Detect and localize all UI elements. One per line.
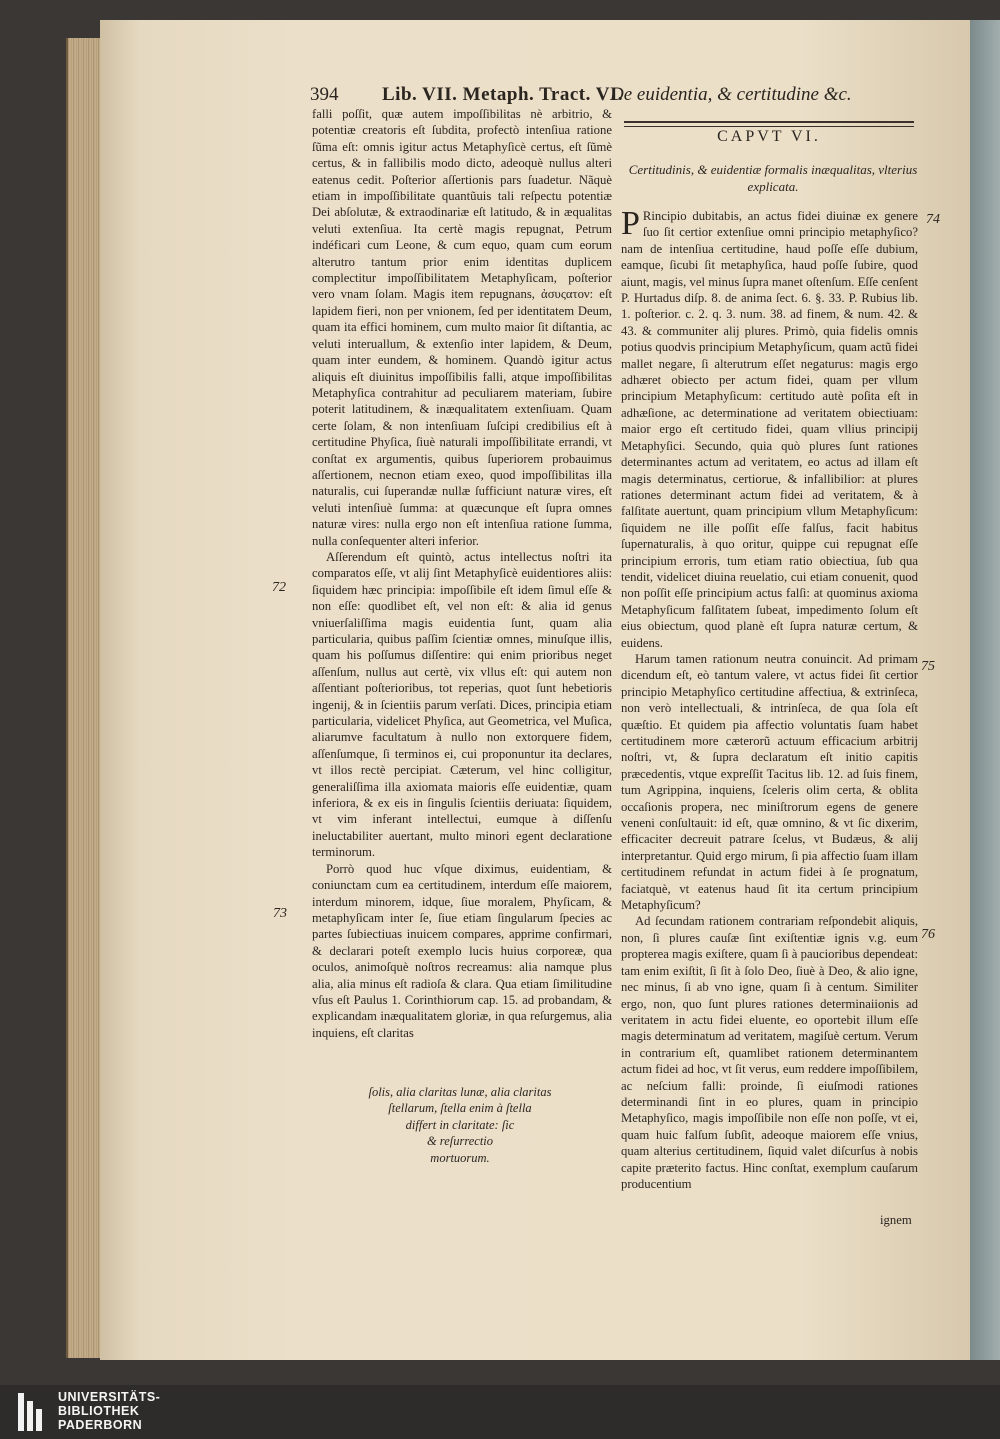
library-footer (0, 1385, 1000, 1439)
chapter-heading: CAPVT VI. (717, 128, 821, 145)
paragraph: Harum tamen rationum neutra conuincit. Ad primam dicendum eſt, eò tantum valere, vt actus fidei ſit certior principio Metaphyſico certitudine affectiua, & extrinſeca, non verò intellectuali, & intrinſeca, de qua ſola eſt quæſtio. Et quidem pia affectio voluntatis ſuam habet certitudinem more cæterorũ actuum efficacium arbitrij noſtri, vt, & ſupra declaratum eſt initio capitis præcedentis, vtque expreſſit Tacitus lib. 12. ad ſuis finem, tum Agrippina, inquiens, ſceleris olim certa, & oblita occaſionis propera, nec miniſtrorum egens de genere veneni conſultauit: id eſt, quæ omnino, & vt ſic dixerim, efficaciter decreuit patrare ſcelus, vt Budæus, & alij interpretantur. Quid ergo mirum, ſi pia affectio ſuam illam certitudinem refundat in actum fidei à ſe prognatum, faciatquè, vt eatenus haud ſit ita certum principium Metaphyſicum? (621, 651, 918, 913)
paragraph-text: Rincipio dubitabis, an actus fidei diuinæ ex genere ſuo ſit certior extenſiue omni principio metaphyſico? nam de intenſiua certitudine, haud poſſe eſſe dubium, eamque, ſicubi ſit metaphyſica, haud poſſe ſubire, quod aiunt, magis, vel minus ſupra manet oſtenſum. Eſſe cenſent P. Hurtadus diſp. 8. de anima ſect. 6. §. 33. P. Rubius lib. 1. poſterior. c. 2. q. 3. num. 38. ad finem, & num. 42. & 43. & communiter alij plures. Primò, quia fidelis omnis potius quodvis principium Metaphyſicum, quam actũ fidei mallet negare, ſi alterutrum eſſet negaturus: magis ergo adhæret obiecto per actum fidei, quam per vllum principium Metaphyſicum: certitudo autè poſita eſt in adhæſione, ac determinatione ad veritatem obiectiuam: maior ergo eſt certitudo fidei, quam vllius principij Metaphyſici. Secundo, quia quò plures ſunt rationes determinantes actum ad veritatem, eo actus ad illam eſt magis determinatus, certiorue, & infallibilior: at plures rationes determinant actum fidei ad veritatem, & à falſitate auertunt, quam principium vllum Metaphyſicum: ſiquidem ne ille poſſit eſſe falſus, facit habitus ſupernaturalis, à quo oritur, quippe cui repugnat eſſe principium erroris, tum etiam ratio obiectiua, ſub qua tendit, videlicet diuina reuelatio, cui etiam conuenit, quod non poſſit eſſe principium actus falſi: at quominus axioma Metaphyſicum falſitatem ſubeat, impedimento ſolum eſt eius obiectum, quod planè eſt ſupra naturæ certum, & euidens. (621, 209, 918, 650)
paragraph: Aſſerendum eſt quintò, actus intellectus noſtri ita comparatos eſſe, vt alij ſint Metaphyſicè euidentiores aliis: ſiquidem hæc principia: impoſſibile eſt idem ſimul eſſe & non eſſe: quodlibet eſt, vel non eſt: & alia id genus vniuerſaliſſima magis euidentia ſunt, quam alia particularia, quibus paſſim ſcientiæ omnes, minuſque illis, quam his poſſumus diſſentire: qui enim prioribus neget aſſenſum, nullus aut certè, vix vllus eſt: qui autem non aſſentiant poſterioribus, tot reperias, quot ſunt hebetioris ingenij, & in ſcientiis parum verſati. Dices, principia etiam particularia, videlicet Phyſica, aut Geometrica, vel Muſica, aliarumve facultatum à nullo non extorquere fidem, aſſenſumque, ſi terminos ei, cui proponuntur ita declares, vt illos rectè percipiat. Cæterum, vel hinc colligitur, generaliſſima illa axiomata maioris eſſe euidentiæ, quam inferiora, & ex eis in ſingulis ſcientiis deriuata: ſiquidem, vt vim inferant intellectui, eumque à diſſenſu ineluctabiliter auertant, multo minori egent declaratione terminorum. (312, 549, 612, 860)
right-column (621, 205, 918, 1192)
margin-number: 74 (926, 212, 940, 227)
facing-page-edge (970, 20, 1000, 1360)
margin-number: 75 (921, 659, 935, 674)
header-title-italic: De euidentia, & certitudine &c. (610, 84, 852, 105)
chapter-subtitle: Certitudinis, & euidentiæ formalis inæqualitas, vlterius explicata. (628, 162, 918, 194)
drop-cap: P (621, 205, 640, 242)
library-logo-icon (18, 1393, 48, 1431)
margin-number: 72 (272, 580, 286, 595)
verse-line: mortuorum. (430, 1150, 490, 1165)
verse-quotation (330, 1084, 590, 1166)
verse-line: differt in claritate: ſic (405, 1117, 515, 1132)
chapter-rule (624, 121, 914, 127)
book-page-edges (66, 38, 102, 1358)
paragraph: Ad ſecundam rationem contrariam reſpondebit aliquis, non, ſi plures cauſæ ſint exiſtentiæ ignis v.g. eum propterea magis exiſtere, quam ſi à paucioribus dependeat: tam enim exiſtit, ſi ſit à ſolo Deo, ſiuè à Deo, & alio igne, nec minus, ſi ab vno igne, quam ſi à centum. Similiter ergo, non, quo ſunt plures rationes determinaiionis ad veritatem in actu fidei eluente, eo oportebit illum eſſe magis determinatum ad veritatem, magiſuè certum. Verum in contrarium eſt, quamlibet rationem determinantem actum fidei ad hoc, vt ſit verus, eum reddere impoſſibilem, ac neſcium falli: proinde, ſi eiuſmodi rationes determinandi ſint in eo plures, quam in principio Metaphyſico, magis impoſſibile non eſſe non poſſe, vt ei, quam huic falſum ſubſit, adeoque maiorem eſſe vnius, quam alterius certitudinem, ſiquid valet diſcurſus à nobis capite præterito factus. Hinc conſtat, exemplum cauſarum producentium (621, 914, 918, 1191)
header-title: Lib. VII. Metaph. Tract. VI. (382, 84, 624, 105)
page-number: 394 (310, 84, 339, 105)
margin-number: 76 (921, 927, 935, 942)
verse-line: & reſurrectio (426, 1134, 494, 1149)
paragraph: Porrò quod huc vſque diximus, euidentiam, & coniunctam cum ea certitudinem, interdum eſſe maiorem, interdum minorem, idque, ſiue moralem, Phyſicam, & metaphyſicam inter ſe, ſiue etiam ſingularum ſpecies ac partes ſubiectiuas inuicem compares, apprime confirmari, & declarari poteſt exemplo lucis huius corporeæ, qua oculos, animoſquè noſtros recreamus: alia namque plus alia, alia minus eſt radioſa & clara. Qua etiam ſimilitudine vſus eſt Paulus 1. Corinthiorum cap. 15. ad probandam, & explicandam inæqualitatem gloriæ, in qua reſurgemus, alia inquiens, eſt claritas (312, 861, 612, 1040)
catchword: ignem (880, 1213, 912, 1227)
paragraph (621, 205, 918, 651)
paragraph: falli poſſit, quæ autem impoſſibilitas nè arbitrio, & potentiæ creatoris eſt ſubdita, profectò intenſiua ratione ſũma eſt: omnis igitur actus Metaphyſicè certus, eſt ſũmè certus, & in fallibilis modo dicto, adeoquè nullus alteri eatenus cedit. Poſterior aſſertionis pars ſuadetur. Nãquè etiam in impoſſibilitate quantũuis tali reſpectu potentiæ Dei abſolutæ, & extraodinariæ eſt latitudo, & in æqualitas veluti extenſiua. Ita certè magis repugnat, Petrum indéficari cum Leone, & cum equo, quam cum eorum alterutro tantum prior enim identitas duplicem complectitur impoſſibilitatem Metaphyſicam, poſterior vero vnam ſolam. Magis item repugnans, ἀσυςατον: eſt lapidem fieri, non per vnionem, ſed per identitatem Deum, quam ita effici hominem, cum multo maior ſit diſtantia, ac veluti interuallum, & extenſio inter lapidem, & Deum, quam inter eundem, & hominem. Quandò igitur actus aliquis eſt diuinitus impoſſibilis falli, atque impoſſibilitas Metaphyſica contrahitur ad peculiarem materiam, ſubire poterit latitudinem, & inæqualitatem extenſiuam. Quam certe ſolam, & non intenſiuam ſuſcipi credibilius eſt à certitudine Phyſica, ſiuè naturali impoſſibilitate errandi, vt conſtat ex argumentis, quibus ſuperiorem probauimus aſſertionem, necnon etiam exeo, quod impoſſibilitas illa naturalis, cui ſuperandæ nullæ ſufficiunt naturæ vires, eſt veluti intenſiuè ſumma: at quæcunque eſt ſupra omnes naturæ vires: nulla ergo non eſt intenſiua ratione ſumma, nulla conſequenter alteri inferior. (312, 107, 612, 548)
left-column (312, 106, 612, 1041)
library-logo-text: UNIVERSITÄTS- BIBLIOTHEK PADERBORN (58, 1390, 161, 1432)
margin-number: 73 (273, 906, 287, 921)
verse-line: ſtellarum, ſtella enim à ſtella (388, 1101, 532, 1116)
verse-line: ſolis, alia claritas lunæ, alia claritas (368, 1085, 552, 1099)
